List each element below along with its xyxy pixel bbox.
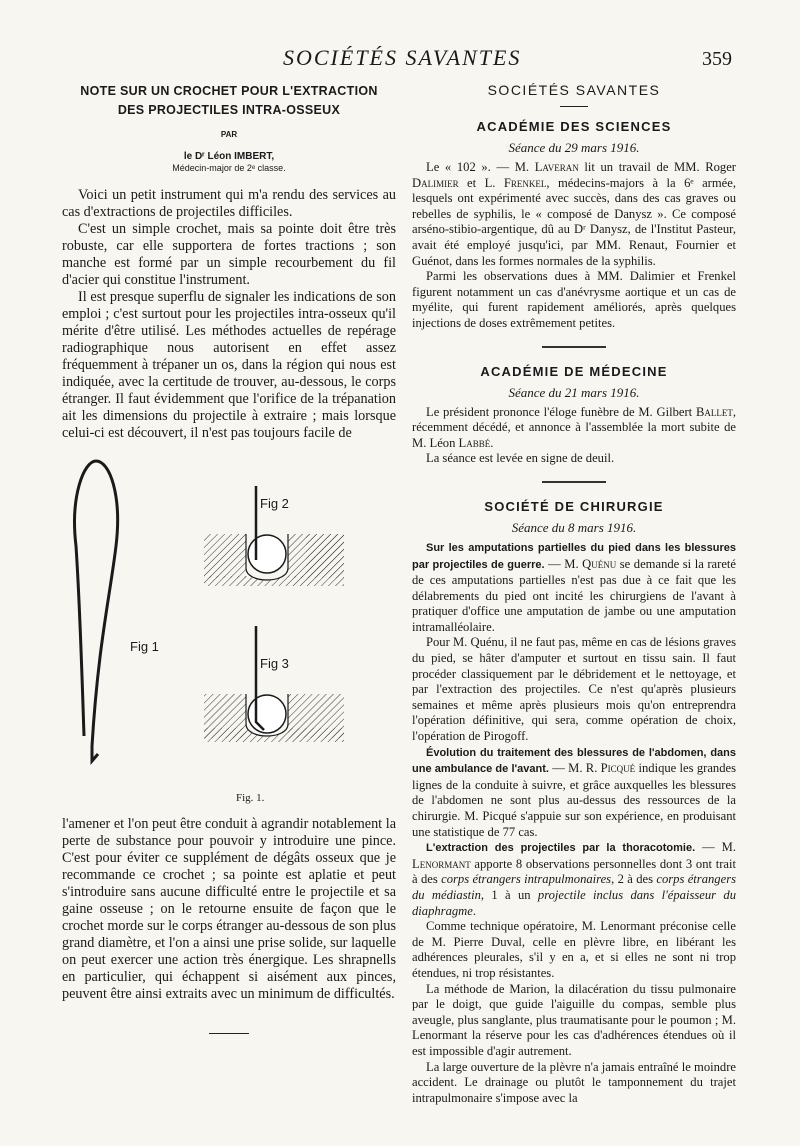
author-name: le Dʳ Léon IMBERT, [183,151,275,162]
byline-par: PAR [220,130,238,139]
figure [62,456,396,816]
fig3-drawing [204,626,344,742]
italic-term: corps étrangers intrapulmonaires [441,872,612,887]
report-paragraph: Comme technique opératoire, M. Lenormant préconise celle de M. Pierre Duval, celle en plèvre libre, en libérant les adhérences pleurales, s'il y en a, et si elles ne sont ni trop étendues, ni trop résistantes. [412,919,736,980]
person-name: Dalimier [412,175,459,190]
left-column [62,82,396,1034]
article-continuation [62,816,396,1003]
report-text: — M. [695,840,736,855]
report-text: , médecins-majors à la 6ᵉ armée, lesquels ont expérimenté avec succès, dans des cas graves ou rebelles de syphilis, le « composé de Danysz ». Ce composé arséno-stibio-argentique, dû au Dʳ Danysz, de l'Institut Pasteur, avait été employé jusqu'ici, par MM. Renaut, Fournier et Guénot, dans les formes normales de la syphilis. [412,175,736,268]
report-text: , récemment décédé, et annonce à l'assemblée la mort subite de M. Léon [412,404,736,450]
fig3-label: Fig 3 [260,656,289,671]
right-column [412,82,736,1106]
institution-title: ACADÉMIE DES SCIENCES [476,119,672,134]
institution-title: SOCIÉTÉ DE CHIRURGIE [484,498,664,514]
report-body [412,405,736,467]
fig2-label: Fig 2 [260,496,289,511]
report-text: indique les grandes lignes de la conduite à suivre, et grâce auxquelles les blessures de l'abdomen ne sont plus au-dessus des ressources de la chirurgie. M. Picqué s'appuie sur son expérience, en produisant une statistique de 77 cas. [412,761,737,839]
person-name: Frenkel [503,175,547,190]
report-text: lit un travail de MM. Roger [578,160,737,174]
italic-term: projectile inclus dans l'épaisseur du diaphragme [412,887,736,918]
report-text: Le président prononce l'éloge funèbre de M. Gilbert [426,404,696,419]
report-text: . [490,435,494,450]
page-number: 359 [702,48,732,70]
crochet-drawing [75,461,118,761]
academie-sciences [412,119,736,332]
report-text: — M. [544,556,583,571]
session-date: Séance du 8 mars 1916. [511,519,637,535]
section-rule [560,106,588,107]
report-text: — M. R. [548,761,601,776]
person-name: Ballet [695,404,733,419]
article-title-line1: NOTE SUR UN CROCHET POUR L'EXTRACTION [80,84,378,98]
person-name: Labbé [458,435,491,450]
report-paragraph: La large ouverture de la plèvre n'a jamais entraîné le moindre accident. Le drainage ou plutôt le tamponnement du trajet intrapulmonaire s'impose avec la [412,1059,736,1105]
report-text: . [472,903,477,918]
report-paragraph: La méthode de Marion, la dilacération du tissu pulmonaire par le doigt, que guide l'aiguille du compas, semble plus aveugle, plus sanglante, plus traumatisante pour le poumon ; M. Lenormant la réserve pour les cas d'adhérences étendues où il est impossible d'agir autrement. [412,981,736,1058]
report-paragraph: La séance est levée en signe de deuil. [426,451,615,466]
italic-term: corps étrangers du médiastin [412,872,736,902]
end-rule [209,1033,249,1034]
running-title: SOCIÉTÉS SAVANTES [283,45,522,70]
article-title [62,82,396,120]
section-title: SOCIÉTÉS SAVANTES [487,82,661,98]
report-lead: Le « 102 ». — M. [426,160,535,174]
session-date: Séance du 29 mars 1916. [508,140,640,155]
person-name: Laveran [534,160,579,174]
article-paragraph: Voici un petit instrument qui m'a rendu des services au cas d'extractions de projectiles difficiles. [62,187,396,220]
person-name: Picqué [600,761,636,776]
report-body [412,540,736,1106]
person-name: Quénu [582,556,617,571]
figure-caption: Fig. 1. [236,792,265,804]
report-text: se demande si la rareté de ces amputations partielles n'est pas due à ce fait que les délabrements du pied ont incité les chirurgiens de l'avant à pratiquer d'office une amputation de jambe ou une amputation intramalléolaire. [412,556,736,634]
report-text: et L. [458,175,504,190]
article-body [62,187,396,442]
separator [542,346,606,348]
article-paragraph: Il est presque superflu de signaler les indications de son emploi ; c'est surtout pour les projectiles intra-osseux qu'il mérite d'être utilisé. Les méthodes actuelles de repérage radiographique nous autorisent en effet assez fréquemment à trépaner un os, dans la région qui nous est indiquée, avec la certitude de trouver, au-dessous, le corps étranger. Il faut évidemment que l'orifice de la trépanation ait les dimensions du projectile à extraire ; mais lorsque celui-ci est découvert, il n'est pas toujours facile de [62,289,396,441]
author-role: Médecin-major de 2ᵉ classe. [172,163,286,173]
report-text: , 2 à des [611,872,657,887]
report-text: apporte 8 observations personnelles dont 3 ont trait à des [412,856,736,887]
report-paragraph: Parmi les observations dues à MM. Dalimier et Frenkel figurent notamment un cas d'anévrysme aortique et un cas de myélite, qui furent rapidement améliorés, après quelques injections de doses extrêmement petites. [412,269,736,330]
article-title-line2: DES PROJECTILES INTRA-OSSEUX [117,103,341,117]
fig1-label: Fig 1 [130,639,159,654]
report-paragraph: Pour M. Quénu, il ne faut pas, même en cas de lésions graves du pied, se hâter d'amputer et surtout en tissu sain. Il faut procéder classiquement par le débridement et le nettoyage, et par l'extraction des projectiles. Ce n'est qu'après plusieurs semaines et même après plusieurs mois qu'on entreprendra l'opération définitive, qui sera, comme opération de choix, l'opération de Pirogoff. [412,635,736,744]
article-paragraph: C'est un simple crochet, mais sa pointe doit être très robuste, car elle supportera de fortes tractions ; son manche est formé par un simple recourbement du fil d'acier qui constitue l'instrument. [62,221,396,288]
report-text: , 1 à un [480,887,538,902]
institution-title: ACADÉMIE DE MÉDECINE [480,363,668,379]
report-body [412,160,736,332]
societe-chirurgie [412,499,736,1106]
academie-medecine [412,364,736,467]
topic-heading: Évolution du traitement des blessures de l'abdomen, dans une ambulance de l'avant. [412,746,736,776]
session-date: Séance du 21 mars 1916. [508,384,640,400]
figure-illustration [62,456,396,816]
separator [542,481,606,483]
topic-heading: L'extraction des projectiles par la thoracotomie. [426,842,696,855]
topic-heading: Sur les amputations partielles du pied dans les blessures par projectiles de guerre. [412,541,736,571]
person-name: Lenormant [412,856,471,871]
article-paragraph: l'amener et l'on peut être conduit à agrandir notablement la perte de substance pour pouvoir y introduire une pince. C'est pour éviter ce supplément de dégâts osseux que je recommande ce crochet ; sa pointe est aplatie et peut s'introduire sans aucune difficulté entre le projectile et sa gaine osseuse ; on le retourne ensuite de façon que le crochet morde sur le corps étranger au-dessous de son plus grand diamètre, et l'on a ainsi une prise solide, sur laquelle on peut exercer une action très énergique. Les shrapnells en particulier, qui échappent si aisément aux pinces, peuvent être ainsi extraits avec un minimum de difficultés. [62,816,396,1002]
